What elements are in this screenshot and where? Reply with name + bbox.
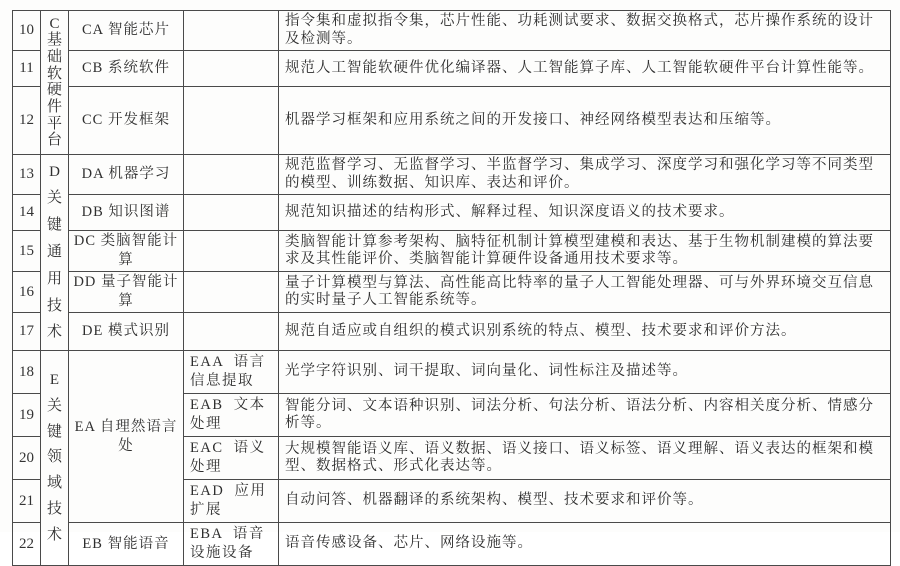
category-cell-e bbox=[41, 351, 69, 566]
category-label-c: C 基 础 软 硬 件 平 台 bbox=[46, 15, 62, 149]
subcategory-cell-ea: EA 自理然语言处 bbox=[69, 351, 184, 523]
subcategory-cell: DB 知识图谱 bbox=[69, 195, 184, 231]
table-row bbox=[13, 155, 891, 195]
description-cell: 类脑智能计算参考架构、脑特征机制计算模型建模和表达、基于生物机制建模的算法要求及其性能评价、类脑智能计算硬件设备通用技术要求等。 bbox=[279, 231, 891, 272]
row-number: 16 bbox=[13, 272, 41, 313]
subcategory-cell: CA 智能芯片 bbox=[69, 11, 184, 51]
category-cell-c bbox=[41, 11, 69, 155]
table-row bbox=[13, 351, 891, 394]
subsubcategory-cell bbox=[184, 195, 279, 231]
subsubcategory-cell: EAA 语言信息提取 bbox=[184, 351, 279, 394]
description-cell: 规范人工智能软硬件优化编译器、人工智能算子库、人工智能软硬件平台计算性能等。 bbox=[279, 51, 891, 87]
subcategory-cell: DE 模式识别 bbox=[69, 313, 184, 351]
row-number: 17 bbox=[13, 313, 41, 351]
table-row bbox=[13, 231, 891, 272]
subsubcategory-cell bbox=[184, 87, 279, 155]
row-number: 10 bbox=[13, 11, 41, 51]
row-number: 21 bbox=[13, 480, 41, 523]
category-label-e: E 关 键 领 域 技 术 bbox=[46, 372, 62, 543]
subsubcategory-cell bbox=[184, 313, 279, 351]
subcategory-cell: CB 系统软件 bbox=[69, 51, 184, 87]
row-number: 13 bbox=[13, 155, 41, 195]
table-row bbox=[13, 272, 891, 313]
subsubcategory-cell: EBA 语音设施设备 bbox=[184, 523, 279, 566]
table-row bbox=[13, 51, 891, 87]
row-number: 18 bbox=[13, 351, 41, 394]
subsubcategory-cell: EAD 应用扩展 bbox=[184, 480, 279, 523]
table-row bbox=[13, 523, 891, 566]
subsubcategory-cell bbox=[184, 11, 279, 51]
row-number: 20 bbox=[13, 437, 41, 480]
subsubcategory-cell: EAC 语义处理 bbox=[184, 437, 279, 480]
description-cell: 规范知识描述的结构形式、解释过程、知识深度语义的技术要求。 bbox=[279, 195, 891, 231]
description-cell: 机器学习框架和应用系统之间的开发接口、神经网络模型表达和压缩等。 bbox=[279, 87, 891, 155]
description-cell: 大规模智能语义库、语义数据、语义接口、语义标签、语义理解、语义表达的框架和模型、数据格式、形式化表达等。 bbox=[279, 437, 891, 480]
table-row bbox=[13, 11, 891, 51]
subsubcategory-cell bbox=[184, 272, 279, 313]
description-cell: 量子计算模型与算法、高性能高比特率的量子人工智能处理器、可与外界环境交互信息的实时量子人工智能系统等。 bbox=[279, 272, 891, 313]
subcategory-cell: DC 类脑智能计算 bbox=[69, 231, 184, 272]
subsubcategory-cell: EAB 文本处理 bbox=[184, 394, 279, 437]
subcategory-cell: EB 智能语音 bbox=[69, 523, 184, 566]
table-row bbox=[13, 195, 891, 231]
subcategory-cell: DD 量子智能计算 bbox=[69, 272, 184, 313]
description-cell: 光学字符识别、词干提取、词向量化、词性标注及描述等。 bbox=[279, 351, 891, 394]
subcategory-cell: DA 机器学习 bbox=[69, 155, 184, 195]
description-cell: 规范自适应或自组织的模式识别系统的特点、模型、技术要求和评价方法。 bbox=[279, 313, 891, 351]
table-row bbox=[13, 313, 891, 351]
description-cell: 规范监督学习、无监督学习、半监督学习、集成学习、深度学习和强化学习等不同类型的模型、训练数据、知识库、表达和评价。 bbox=[279, 155, 891, 195]
category-label-d: D 关 键 通 用 技 术 bbox=[46, 163, 62, 341]
subcategory-cell: CC 开发框架 bbox=[69, 87, 184, 155]
row-number: 14 bbox=[13, 195, 41, 231]
row-number: 15 bbox=[13, 231, 41, 272]
row-number: 11 bbox=[13, 51, 41, 87]
subsubcategory-cell bbox=[184, 155, 279, 195]
description-cell: 指令集和虚拟指令集，芯片性能、功耗测试要求、数据交换格式，芯片操作系统的设计及检测等。 bbox=[279, 11, 891, 51]
classification-table bbox=[12, 10, 891, 566]
table-row bbox=[13, 87, 891, 155]
subsubcategory-cell bbox=[184, 51, 279, 87]
row-number: 22 bbox=[13, 523, 41, 566]
description-cell: 语音传感设备、芯片、网络设施等。 bbox=[279, 523, 891, 566]
description-cell: 智能分词、文本语种识别、词法分析、句法分析、语法分析、内容相关度分析、情感分析等。 bbox=[279, 394, 891, 437]
category-cell-d bbox=[41, 155, 69, 351]
row-number: 19 bbox=[13, 394, 41, 437]
row-number: 12 bbox=[13, 87, 41, 155]
subsubcategory-cell bbox=[184, 231, 279, 272]
description-cell: 自动问答、机器翻译的系统架构、模型、技术要求和评价等。 bbox=[279, 480, 891, 523]
